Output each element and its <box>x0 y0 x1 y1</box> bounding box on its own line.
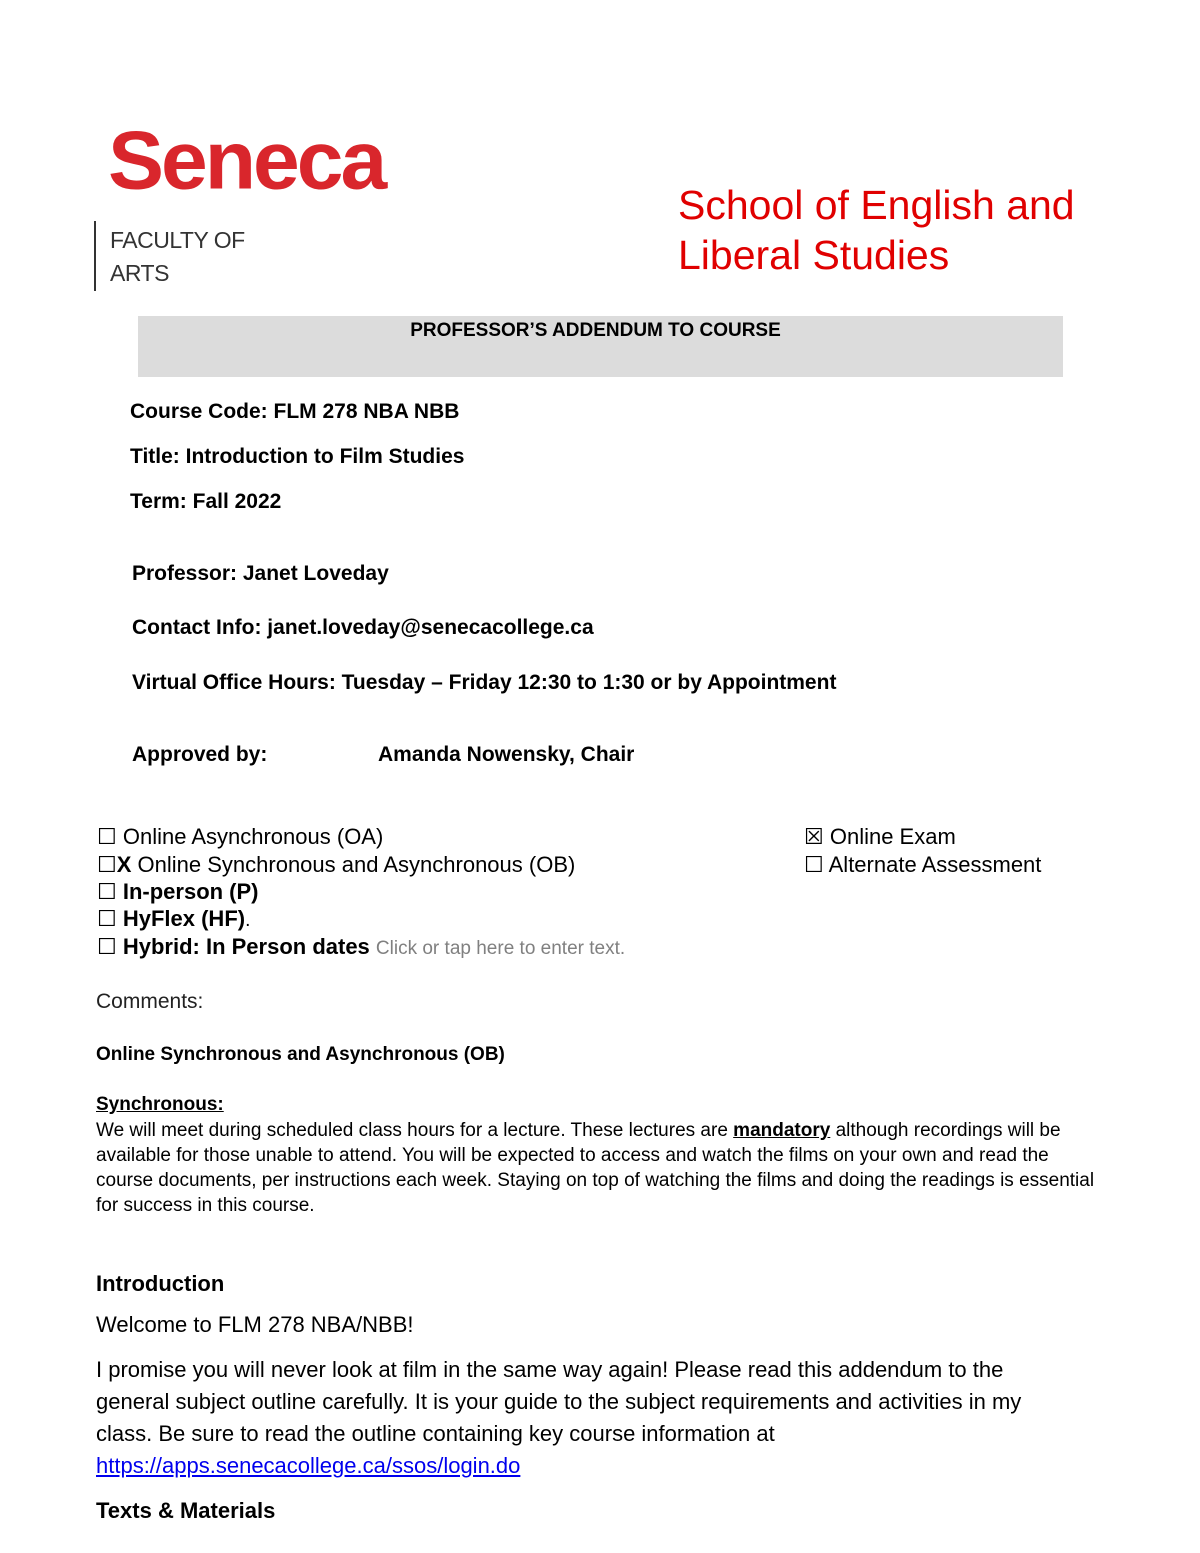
sync-text-2: although recordings will be available for those unable to attend. You will be expected to access and watch the films on your own and read the course documents, per instructions each week. Staying on top of watching the films and doing the readings is essential for success in this course. <box>96 1120 1095 1216</box>
course-title: Title: Introduction to Film Studies <box>130 445 465 468</box>
sync-text-1: We will meet during scheduled class hours for a lecture. These lectures are <box>96 1120 734 1141</box>
professor-name: Professor: Janet Loveday <box>132 562 389 585</box>
sync-heading: Synchronous: <box>96 1094 224 1115</box>
intro-heading: Introduction <box>96 1271 225 1296</box>
delivery-hf-suffix: . <box>245 910 251 931</box>
intro-welcome: Welcome to FLM 278 NBA/NBB! <box>96 1312 414 1337</box>
comments-mode: Online Synchronous and Asynchronous (OB) <box>96 1044 505 1065</box>
intro-text: I promise you will never look at film in the same way again! Please read this addendum to the general subject outline carefully. It is your guide to the subject requirements and activities in my class. Be sure to read the outline containing key course information at <box>96 1357 1022 1446</box>
contact-info: Contact Info: janet.loveday@senecacollege.ca <box>132 616 594 639</box>
delivery-hf[interactable] <box>97 906 250 932</box>
mandatory-word: mandatory <box>733 1120 831 1141</box>
delivery-ob-label: Online Synchronous and Asynchronous (OB) <box>131 852 576 877</box>
delivery-hybrid[interactable] <box>97 934 625 960</box>
comments-label: Comments: <box>96 990 204 1013</box>
checkbox-icon[interactable]: ☐ <box>97 879 117 904</box>
checkbox-icon[interactable]: ☐ <box>97 934 117 959</box>
assessment-alt[interactable] <box>804 852 1041 878</box>
intro-paragraph <box>96 1354 1056 1482</box>
delivery-oa[interactable] <box>97 824 383 850</box>
checkbox-icon[interactable]: ☐ <box>97 824 117 849</box>
office-hours: Virtual Office Hours: Tuesday – Friday 12:30 to 1:30 or by Appointment <box>132 671 837 694</box>
materials-heading: Texts & Materials <box>96 1498 276 1523</box>
checkbox-icon[interactable]: ☐ <box>804 852 824 877</box>
assessment-exam-label: Online Exam <box>823 824 956 849</box>
seneca-logo: Seneca <box>108 113 385 207</box>
banner-title: PROFESSOR’S ADDENDUM TO COURSE <box>410 320 781 341</box>
sync-paragraph <box>96 1118 1106 1218</box>
assessment-alt-label: Alternate Assessment <box>823 852 1042 877</box>
delivery-hybrid-label: Hybrid: In Person dates <box>116 934 370 959</box>
delivery-p-label: In-person (P) <box>116 879 259 904</box>
faculty-line-2: ARTS <box>110 260 169 286</box>
delivery-p[interactable] <box>97 879 259 905</box>
checkbox-icon[interactable]: ☐ <box>97 852 117 877</box>
checked-box-icon[interactable]: ☒ <box>804 824 824 849</box>
checked-mark: X <box>116 852 132 877</box>
delivery-oa-label: Online Asynchronous (OA) <box>116 824 384 849</box>
checkbox-icon[interactable]: ☐ <box>97 906 117 931</box>
school-title: School of English and Liberal Studies <box>678 182 1075 278</box>
delivery-hf-label: HyFlex (HF) <box>116 906 246 931</box>
hybrid-dates-field[interactable]: Click or tap here to enter text. <box>375 938 626 959</box>
assessment-exam[interactable] <box>804 824 956 850</box>
approved-name: Amanda Nowensky, Chair <box>378 743 635 766</box>
course-code: Course Code: FLM 278 NBA NBB <box>130 400 460 423</box>
approved-label: Approved by: <box>132 743 268 766</box>
delivery-ob[interactable] <box>97 852 575 878</box>
faculty-line-1: FACULTY OF <box>110 227 245 253</box>
outline-link[interactable]: https://apps.senecacollege.ca/ssos/login.do <box>96 1453 521 1478</box>
course-term: Term: Fall 2022 <box>130 490 282 513</box>
logo-divider <box>94 221 96 291</box>
